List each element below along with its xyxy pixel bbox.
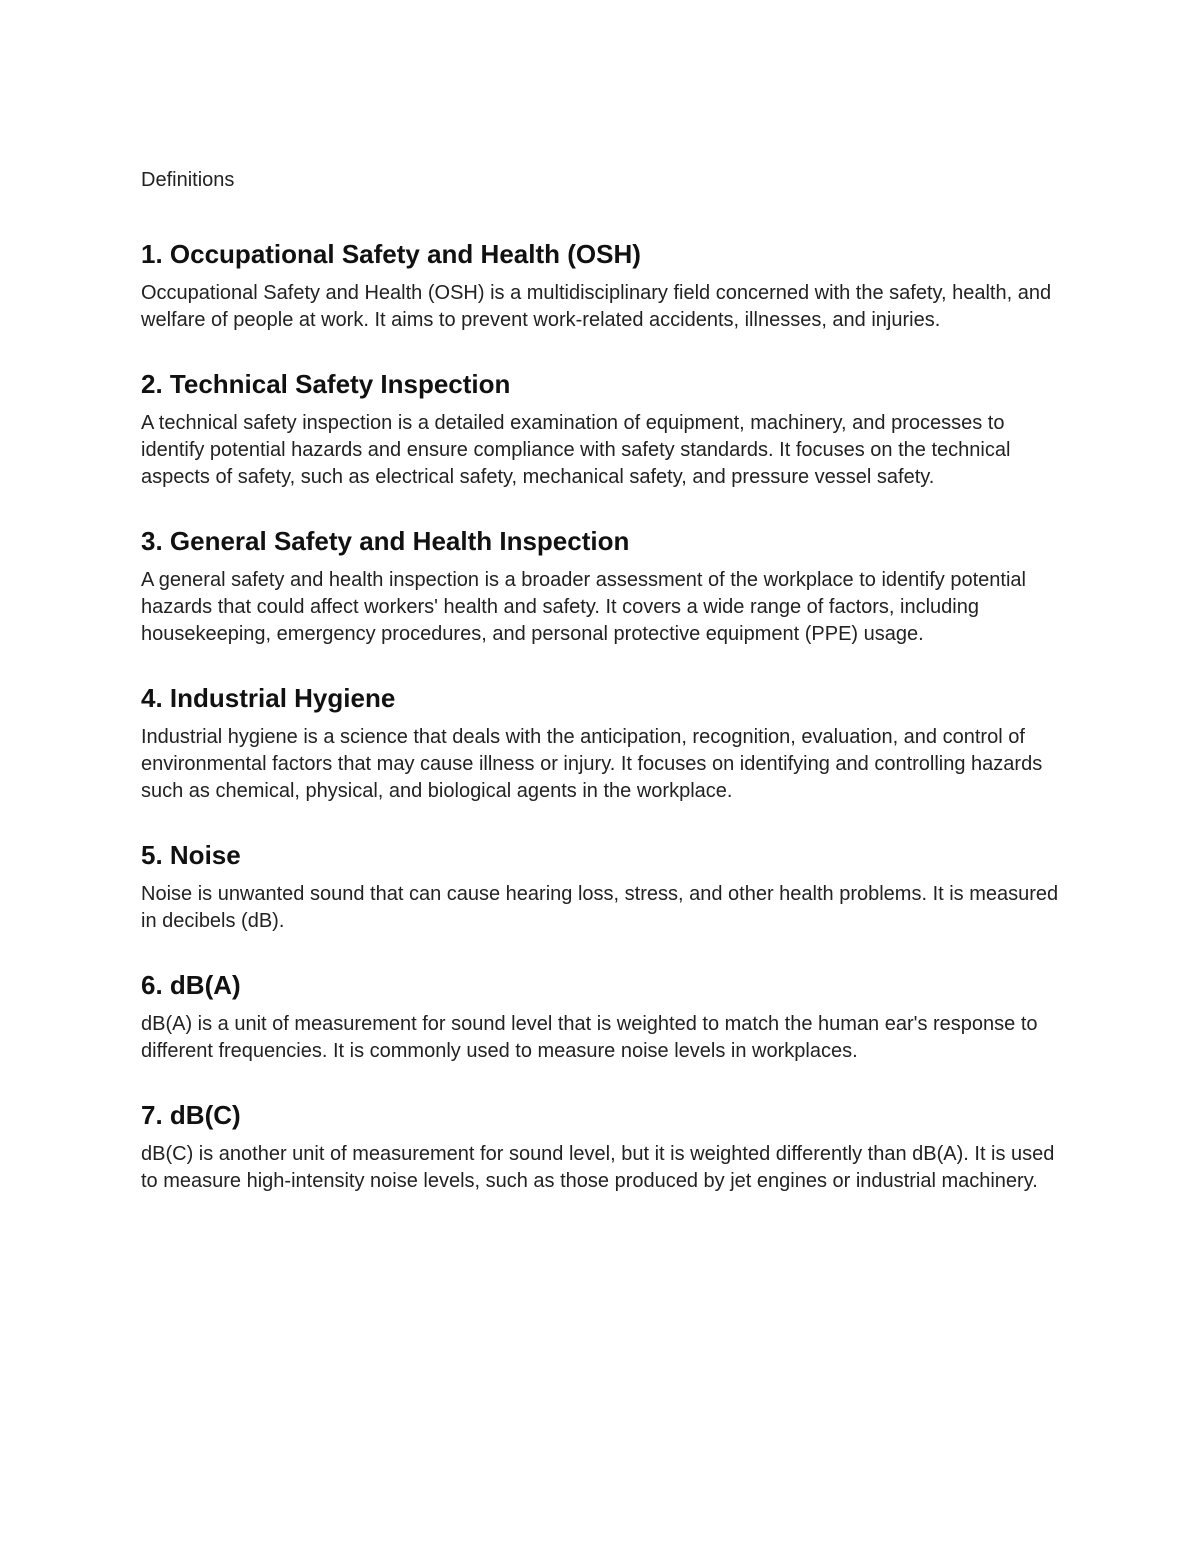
section-heading: 2. Technical Safety Inspection [141, 369, 511, 399]
section-heading: 1. Occupational Safety and Health (OSH) [141, 239, 641, 269]
section-industrial-hygiene [141, 682, 1061, 805]
section-body: dB(C) is another unit of measurement for sound level, but it is weighted differently than dB(A). It is used to measure high-intensity noise levels, such as those produced by jet engines or industrial machinery. [141, 1143, 1055, 1192]
section-heading: 7. dB(C) [141, 1100, 241, 1130]
section-body: A general safety and health inspection is a broader assessment of the workplace to identify potential hazards that could affect workers' health and safety. It covers a wide range of factors, including housekeeping, emergency procedures, and personal protective equipment (PPE) usage. [141, 569, 1026, 645]
section-heading: 3. General Safety and Health Inspection [141, 526, 630, 556]
section-noise [141, 839, 1061, 935]
section-body: dB(A) is a unit of measurement for sound level that is weighted to match the human ear's response to different frequencies. It is commonly used to measure noise levels in workplaces. [141, 1013, 1038, 1062]
section-technical-safety-inspection [141, 368, 1061, 491]
section-heading: 5. Noise [141, 840, 241, 870]
document-page [141, 166, 1061, 1229]
section-body: Noise is unwanted sound that can cause hearing loss, stress, and other health problems. It is measured in decibels (dB). [141, 883, 1059, 932]
section-dbc [141, 1099, 1061, 1195]
document-title: Definitions [141, 169, 235, 191]
section-body: Occupational Safety and Health (OSH) is a multidisciplinary field concerned with the safety, health, and welfare of people at work. It aims to prevent work-related accidents, illnesses, and injuries. [141, 282, 1052, 331]
section-dba [141, 969, 1061, 1065]
section-body: A technical safety inspection is a detailed examination of equipment, machinery, and processes to identify potential hazards and ensure compliance with safety standards. It focuses on the technical aspects of safety, such as electrical safety, mechanical safety, and pressure vessel safety. [141, 412, 1011, 488]
section-body: Industrial hygiene is a science that deals with the anticipation, recognition, evaluation, and control of environmental factors that may cause illness or injury. It focuses on identifying and controlling hazards such as chemical, physical, and biological agents in the workplace. [141, 726, 1043, 802]
section-heading: 4. Industrial Hygiene [141, 683, 396, 713]
section-general-safety-health-inspection [141, 525, 1061, 648]
section-heading: 6. dB(A) [141, 970, 241, 1000]
section-osh [141, 238, 1061, 334]
